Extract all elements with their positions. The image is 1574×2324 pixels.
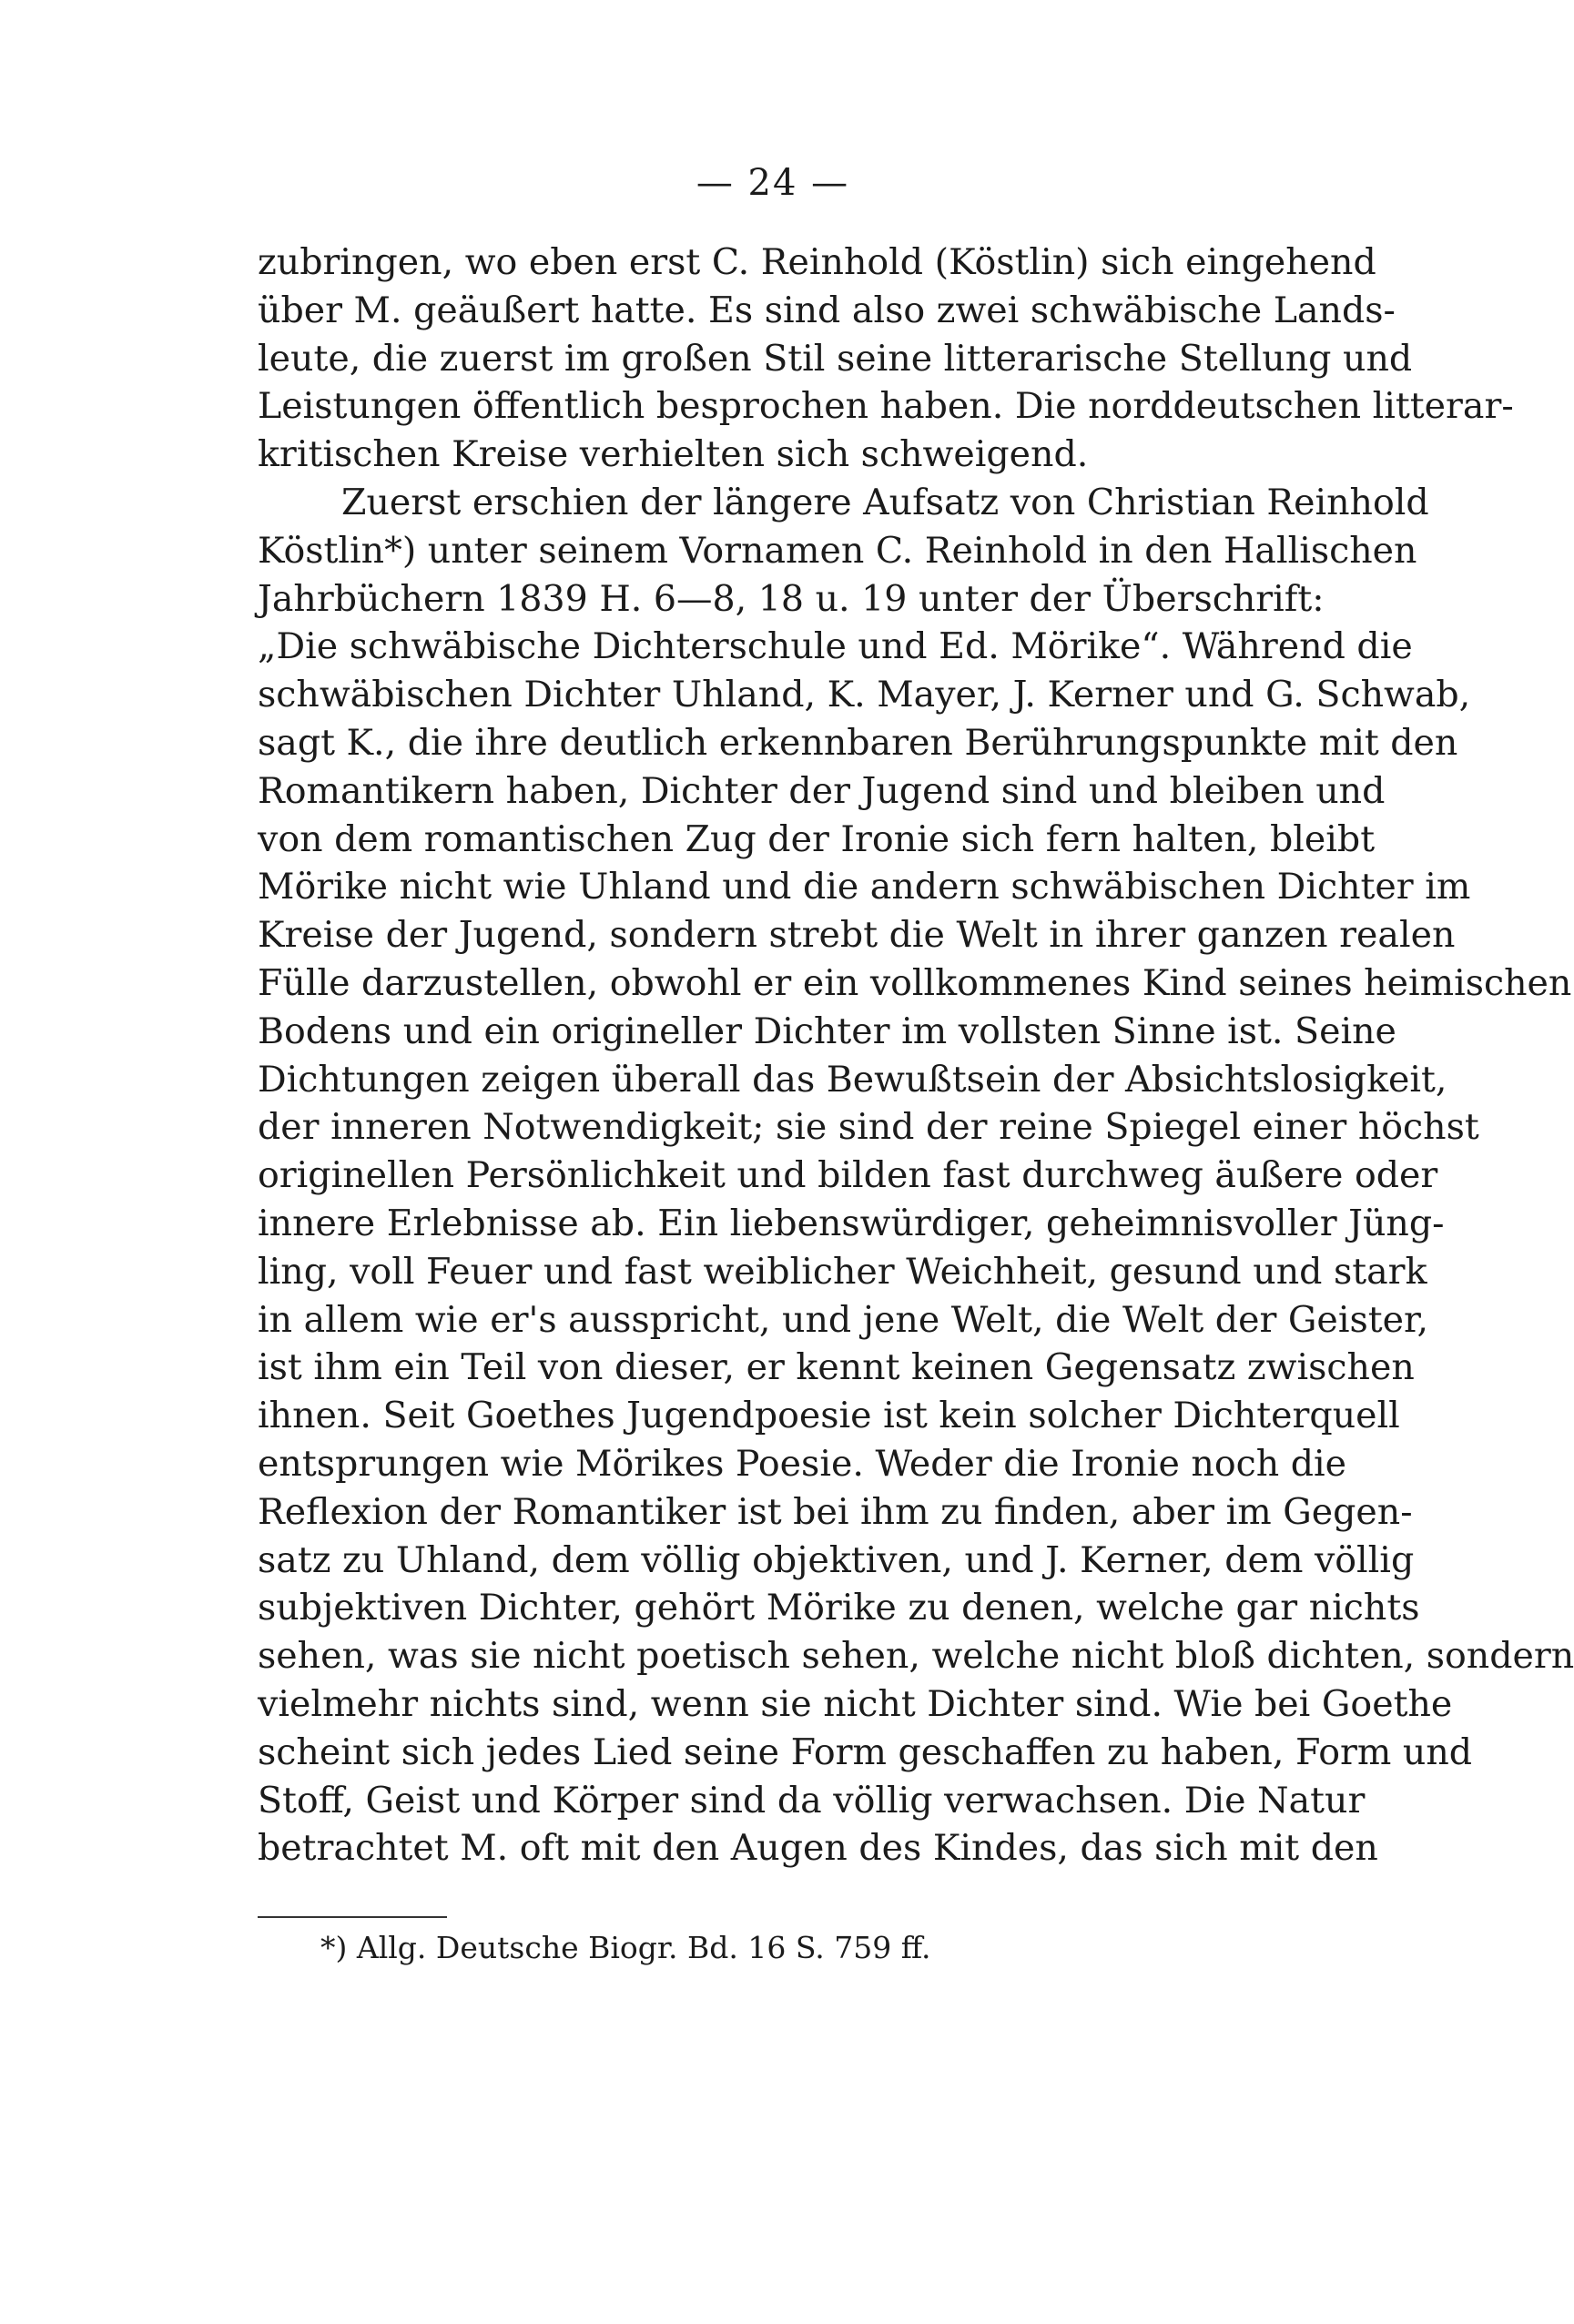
text-line: ist ihm ein Teil von dieser, er kennt keinen Gegensatz zwischen [258, 1346, 1415, 1389]
text-line: leute, die zuerst im großen Stil seine litterarische Stellung und [258, 337, 1413, 380]
text-line: originellen Persönlichkeit und bilden fast durchweg äußere oder [258, 1154, 1438, 1197]
text-line: ihnen. Seit Goethes Jugendpoesie ist kein solcher Dichterquell [258, 1395, 1400, 1437]
text-line: vielmehr nichts sind, wenn sie nicht Dichter sind. Wie bei Goethe [258, 1682, 1453, 1725]
text-line: subjektiven Dichter, gehört Mörike zu denen, welche gar nichts [258, 1587, 1420, 1629]
text-line: innere Erlebnisse ab. Ein liebenswürdiger, geheimnisvoller Jüng- [258, 1202, 1445, 1244]
text-line: sagt K., die ihre deutlich erkennbaren Berührungspunkte mit den [258, 721, 1458, 764]
text-line: satz zu Uhland, dem völlig objektiven, und J. Kerner, dem völlig [258, 1538, 1415, 1581]
text-line: entsprungen wie Mörikes Poesie. Weder die Ironie noch die [258, 1442, 1347, 1485]
text-line: der inneren Notwendigkeit; sie sind der reine Spiegel einer höchst [258, 1106, 1479, 1149]
text-line: Stoff, Geist und Körper sind da völlig verwachsen. Die Natur [258, 1779, 1366, 1822]
footnote: *) Allg. Deutsche Biogr. Bd. 16 S. 759 ff. [320, 1930, 931, 1965]
body-text [258, 238, 1574, 1872]
page-number: — 24 — [696, 162, 850, 204]
text-line: „Die schwäbische Dichterschule und Ed. Mörike“. Während die [258, 625, 1413, 668]
text-line: Bodens und ein origineller Dichter im vollsten Sinne ist. Seine [258, 1010, 1396, 1052]
text-line: scheint sich jedes Lied seine Form geschaffen zu haben, Form und [258, 1730, 1473, 1773]
text-line: betrachtet M. oft mit den Augen des Kindes, das sich mit den [258, 1827, 1378, 1870]
text-line: sehen, was sie nicht poetisch sehen, welche nicht bloß dichten, sondern [258, 1635, 1574, 1678]
text-line: Reflexion der Romantiker ist bei ihm zu finden, aber im Gegen- [258, 1490, 1413, 1533]
text-line: Zuerst erschien der längere Aufsatz von Christian Reinhold [341, 481, 1429, 523]
text-line: Romantikern haben, Dichter der Jugend sind und bleiben und [258, 769, 1386, 812]
text-line: Köstlin*) unter seinem Vornamen C. Reinhold in den Hallischen [258, 529, 1417, 572]
text-line: in allem wie er's ausspricht, und jene Welt, die Welt der Geister, [258, 1298, 1429, 1341]
text-line: Mörike nicht wie Uhland und die andern schwäbischen Dichter im [258, 866, 1471, 908]
text-line: über M. geäußert hatte. Es sind also zwei schwäbische Lands- [258, 289, 1396, 331]
text-line: zubringen, wo eben erst C. Reinhold (Köstlin) sich eingehend [258, 241, 1376, 283]
footnote-divider [258, 1916, 447, 1918]
text-line: von dem romantischen Zug der Ironie sich fern halten, bleibt [258, 817, 1376, 860]
text-line: ling, voll Feuer und fast weiblicher Weichheit, gesund und stark [258, 1250, 1427, 1293]
text-line: kritischen Kreise verhielten sich schweigend. [258, 433, 1089, 476]
text-line: Kreise der Jugend, sondern strebt die Welt in ihrer ganzen realen [258, 914, 1456, 957]
text-line: Jahrbüchern 1839 H. 6—8, 18 u. 19 unter der Überschrift: [258, 577, 1325, 620]
text-line: schwäbischen Dichter Uhland, K. Mayer, J. Kerner und G. Schwab, [258, 674, 1471, 716]
text-line: Leistungen öffentlich besprochen haben. Die norddeutschen litterar- [258, 385, 1514, 428]
text-line: Dichtungen zeigen überall das Bewußtsein der Absichtslosigkeit, [258, 1058, 1447, 1101]
text-line: Fülle darzustellen, obwohl er ein vollkommenes Kind seines heimischen [258, 961, 1572, 1004]
